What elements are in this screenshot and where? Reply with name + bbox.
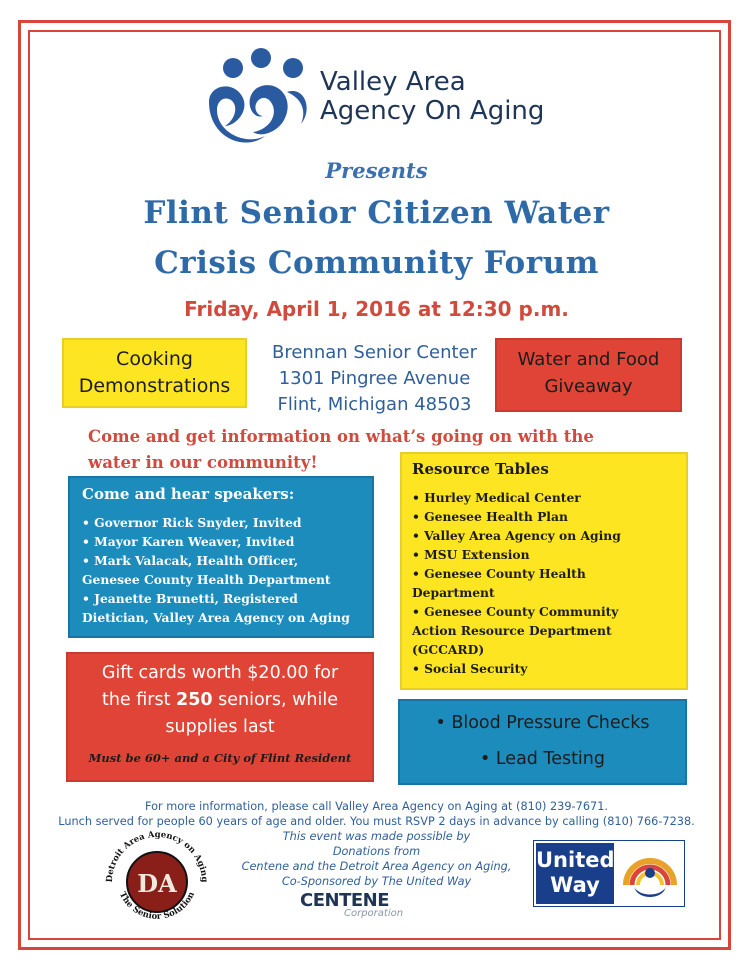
resource-tables-box [400, 452, 688, 690]
resource-item: • Valley Area Agency on Aging [412, 528, 621, 543]
info-line1: Come and get information on what’s going on with the [88, 427, 594, 446]
daaa-ring-top-text: Detroit Area Agency on Aging [104, 830, 210, 883]
health-checks-box [398, 699, 687, 785]
organization-name-line2: Agency On Aging [320, 96, 545, 126]
event-title-line1: Flint Senior Citizen Water [143, 195, 610, 231]
resource-item: • Genesee County Community [412, 604, 619, 619]
centene-logo [300, 890, 440, 930]
speaker-item: • Mayor Karen Weaver, Invited [82, 534, 295, 549]
speakers-box [68, 476, 374, 638]
cooking-line1: Cooking [116, 348, 193, 370]
venue-name: Brennan Senior Center [271, 342, 478, 363]
united-way-line2: Way [550, 873, 600, 897]
organization-name [320, 68, 544, 126]
united-way-hand-icon [620, 845, 680, 903]
organization-name-line1: Valley Area [320, 67, 466, 97]
united-way-line1: United [536, 848, 615, 872]
centene-name: CENTENE [300, 890, 390, 911]
resource-item: • Genesee Health Plan [412, 509, 568, 524]
united-way-logo [533, 840, 685, 907]
resource-item: • Genesee County Health [412, 566, 586, 581]
presents-label: Presents [325, 158, 428, 183]
resources-header: Resource Tables [412, 460, 549, 478]
venue-street: 1301 Pingree Avenue [278, 368, 471, 389]
venue-city: Flint, Michigan 48503 [277, 394, 472, 415]
footer-credit-line2: Donations from [332, 845, 421, 858]
resource-item: • Social Security [412, 661, 528, 676]
gift-eligibility-note: Must be 60+ and a City of Flint Resident [88, 751, 352, 765]
speaker-item: • Jeanette Brunetti, Registered [82, 591, 298, 606]
lead-testing-item: • Lead Testing [479, 749, 605, 769]
resource-item: • Hurley Medical Center [412, 490, 581, 505]
venue-address [262, 340, 487, 418]
info-line2: water in our community! [88, 453, 318, 472]
cooking-line2: Demonstrations [78, 375, 231, 397]
footer-lunch-rsvp: Lunch served for people 60 years of age and older. You must RSVP 2 days in advance by calling (810) 766-7238. [58, 815, 695, 828]
event-title-line2: Crisis Community Forum [154, 245, 599, 281]
water-food-giveaway-box [495, 338, 682, 412]
speakers-header: Come and hear speakers: [82, 485, 295, 503]
footer-credit-line4: Co-Sponsored by The United Way [281, 875, 472, 888]
footer-credit-line1: This event was made possible by [282, 830, 471, 843]
gift-line2-pre: the first [101, 690, 177, 710]
blood-pressure-item: • Blood Pressure Checks [435, 713, 650, 733]
event-title [0, 188, 753, 288]
resource-item: • MSU Extension [412, 547, 530, 562]
giveaway-line1: Water and Food [517, 349, 660, 370]
gift-line2-post: seniors, while [212, 690, 339, 710]
speaker-item: • Mark Valacak, Health Officer, [82, 553, 299, 568]
united-way-wordmark [536, 843, 614, 904]
resource-item: Action Resource Department [412, 623, 612, 638]
footer-phone: For more information, please call Valley Area Agency on Aging at (810) 239-7671. [145, 800, 608, 813]
valley-area-logo-icon [195, 40, 315, 150]
speaker-item: Genesee County Health Department [82, 572, 331, 587]
resource-item: (GCCARD) [412, 642, 485, 657]
gift-line2 [68, 687, 372, 714]
gift-line3: supplies last [165, 717, 275, 737]
speaker-item: • Governor Rick Snyder, Invited [82, 515, 302, 530]
resource-item: Department [412, 585, 495, 600]
daaa-initials: DA [137, 869, 177, 898]
speaker-item: Dietician, Valley Area Agency on Aging [82, 610, 350, 625]
centene-corporation: Corporation [344, 908, 404, 919]
daaa-ring-bottom-text: The Senior Solution [116, 890, 198, 922]
gift-count: 250 [176, 690, 213, 710]
gift-cards-box [66, 652, 374, 782]
gift-line1: Gift cards worth $20.00 for [101, 663, 339, 683]
event-date-time: Friday, April 1, 2016 at 12:30 p.m. [184, 297, 569, 321]
footer-credit-line3: Centene and the Detroit Area Agency on Aging, [241, 860, 512, 873]
detroit-area-agency-logo [98, 830, 216, 930]
cooking-demonstrations-box [62, 338, 247, 408]
giveaway-line2: Giveaway [544, 376, 633, 397]
